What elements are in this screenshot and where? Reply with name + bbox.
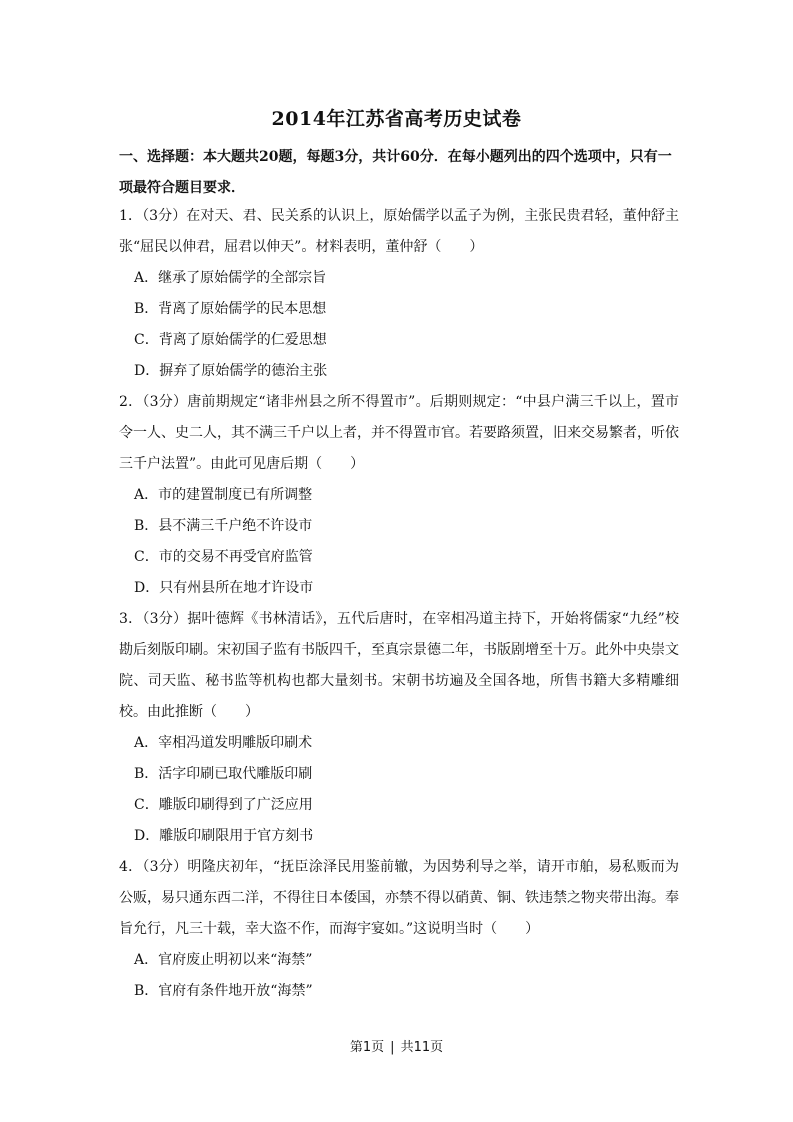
- option-a: A．官府废止明初以来“海禁”: [134, 952, 313, 968]
- option-a: A．继承了原始儒学的全部宗旨: [134, 270, 327, 286]
- question-number: 1．: [119, 208, 143, 224]
- question-number: 2．: [119, 394, 143, 410]
- option-c: C．背离了原始儒学的仁爱思想: [134, 332, 327, 348]
- question-text: （3分）据叶德辉《书林清话》，五代后唐时，在宰相冯道主持下，开始将儒家“九经”校勘后刻版印刷。宋初国子监有书版四千，至真宗景德二年，书版剧增至十万。此外中央崇文院、司天监、秘书监等机构也都大量刻书。宋朝书坊遍及全国各地，所售书籍大多精雕细校。由此推断（ ）: [119, 611, 679, 720]
- option-a: A．宰相冯道发明雕版印刷术: [134, 735, 313, 751]
- current-page-label: 第1页: [349, 1040, 385, 1055]
- question-3: [119, 604, 679, 852]
- option-d: D．只有州县所在地才许设市: [134, 580, 314, 596]
- options-list: [119, 480, 679, 604]
- option-b: B．官府有条件地开放“海禁”: [134, 983, 313, 999]
- options-list: [119, 945, 679, 1007]
- option-d: D．摒弃了原始儒学的德治主张: [134, 363, 328, 379]
- total-pages-label: 共11页: [400, 1040, 444, 1055]
- question-number: 3．: [119, 611, 143, 627]
- question-1: [119, 201, 679, 387]
- question-stem: [119, 852, 679, 945]
- section-heading: 一、选择题：本大题共20题，每题3分，共计60分．在每小题列出的四个选项中，只有一项最符合题目要求．: [119, 149, 672, 196]
- page-footer: [0, 1036, 793, 1055]
- question-2: [119, 387, 679, 604]
- option-b: B．活字印刷已取代雕版印刷: [134, 766, 313, 782]
- question-4: [119, 852, 679, 1007]
- option-b: B．县不满三千户绝不许设市: [134, 518, 313, 534]
- question-text: （3分）唐前期规定“诸非州县之所不得置市”。后期则规定：“中县户满三千以上，置市令一人、史二人，其不满三千户以上者，并不得置市官。若要路须置，旧来交易繁者，听依三千户法置”。由此可见唐后期（ ）: [119, 394, 679, 472]
- question-stem: [119, 201, 679, 263]
- option-a: A．市的建置制度已有所调整: [134, 487, 313, 503]
- option-c: C．雕版印刷得到了广泛应用: [134, 797, 313, 813]
- question-text: （3分）明隆庆初年，“抚臣涂泽民用鉴前辙，为因势利导之举，请开市舶，易私贩而为公贩，易只通东西二洋，不得往日本倭国，亦禁不得以硝黄、铜、铁违禁之物夹带出海。奉旨允行，凡三十载，幸大盗不作，而海宇宴如。”这说明当时（ ）: [119, 859, 679, 937]
- option-d: D．雕版印刷限用于官方刻书: [134, 828, 314, 844]
- question-number: 4．: [119, 859, 143, 875]
- options-list: [119, 728, 679, 852]
- option-c: C．市的交易不再受官府监管: [134, 549, 313, 565]
- footer-separator: |: [390, 1040, 395, 1055]
- question-text: （3分）在对天、君、民关系的认识上，原始儒学以孟子为例，主张民贵君轻，董仲舒主张“屈民以伸君，屈君以伸天”。材料表明，董仲舒（ ）: [119, 208, 679, 255]
- questions-list: [119, 201, 679, 1007]
- options-list: [119, 263, 679, 387]
- option-b: B．背离了原始儒学的民本思想: [134, 301, 327, 317]
- question-stem: [119, 604, 679, 728]
- page-title: 2014年江苏省高考历史试卷: [271, 108, 522, 130]
- question-stem: [119, 387, 679, 480]
